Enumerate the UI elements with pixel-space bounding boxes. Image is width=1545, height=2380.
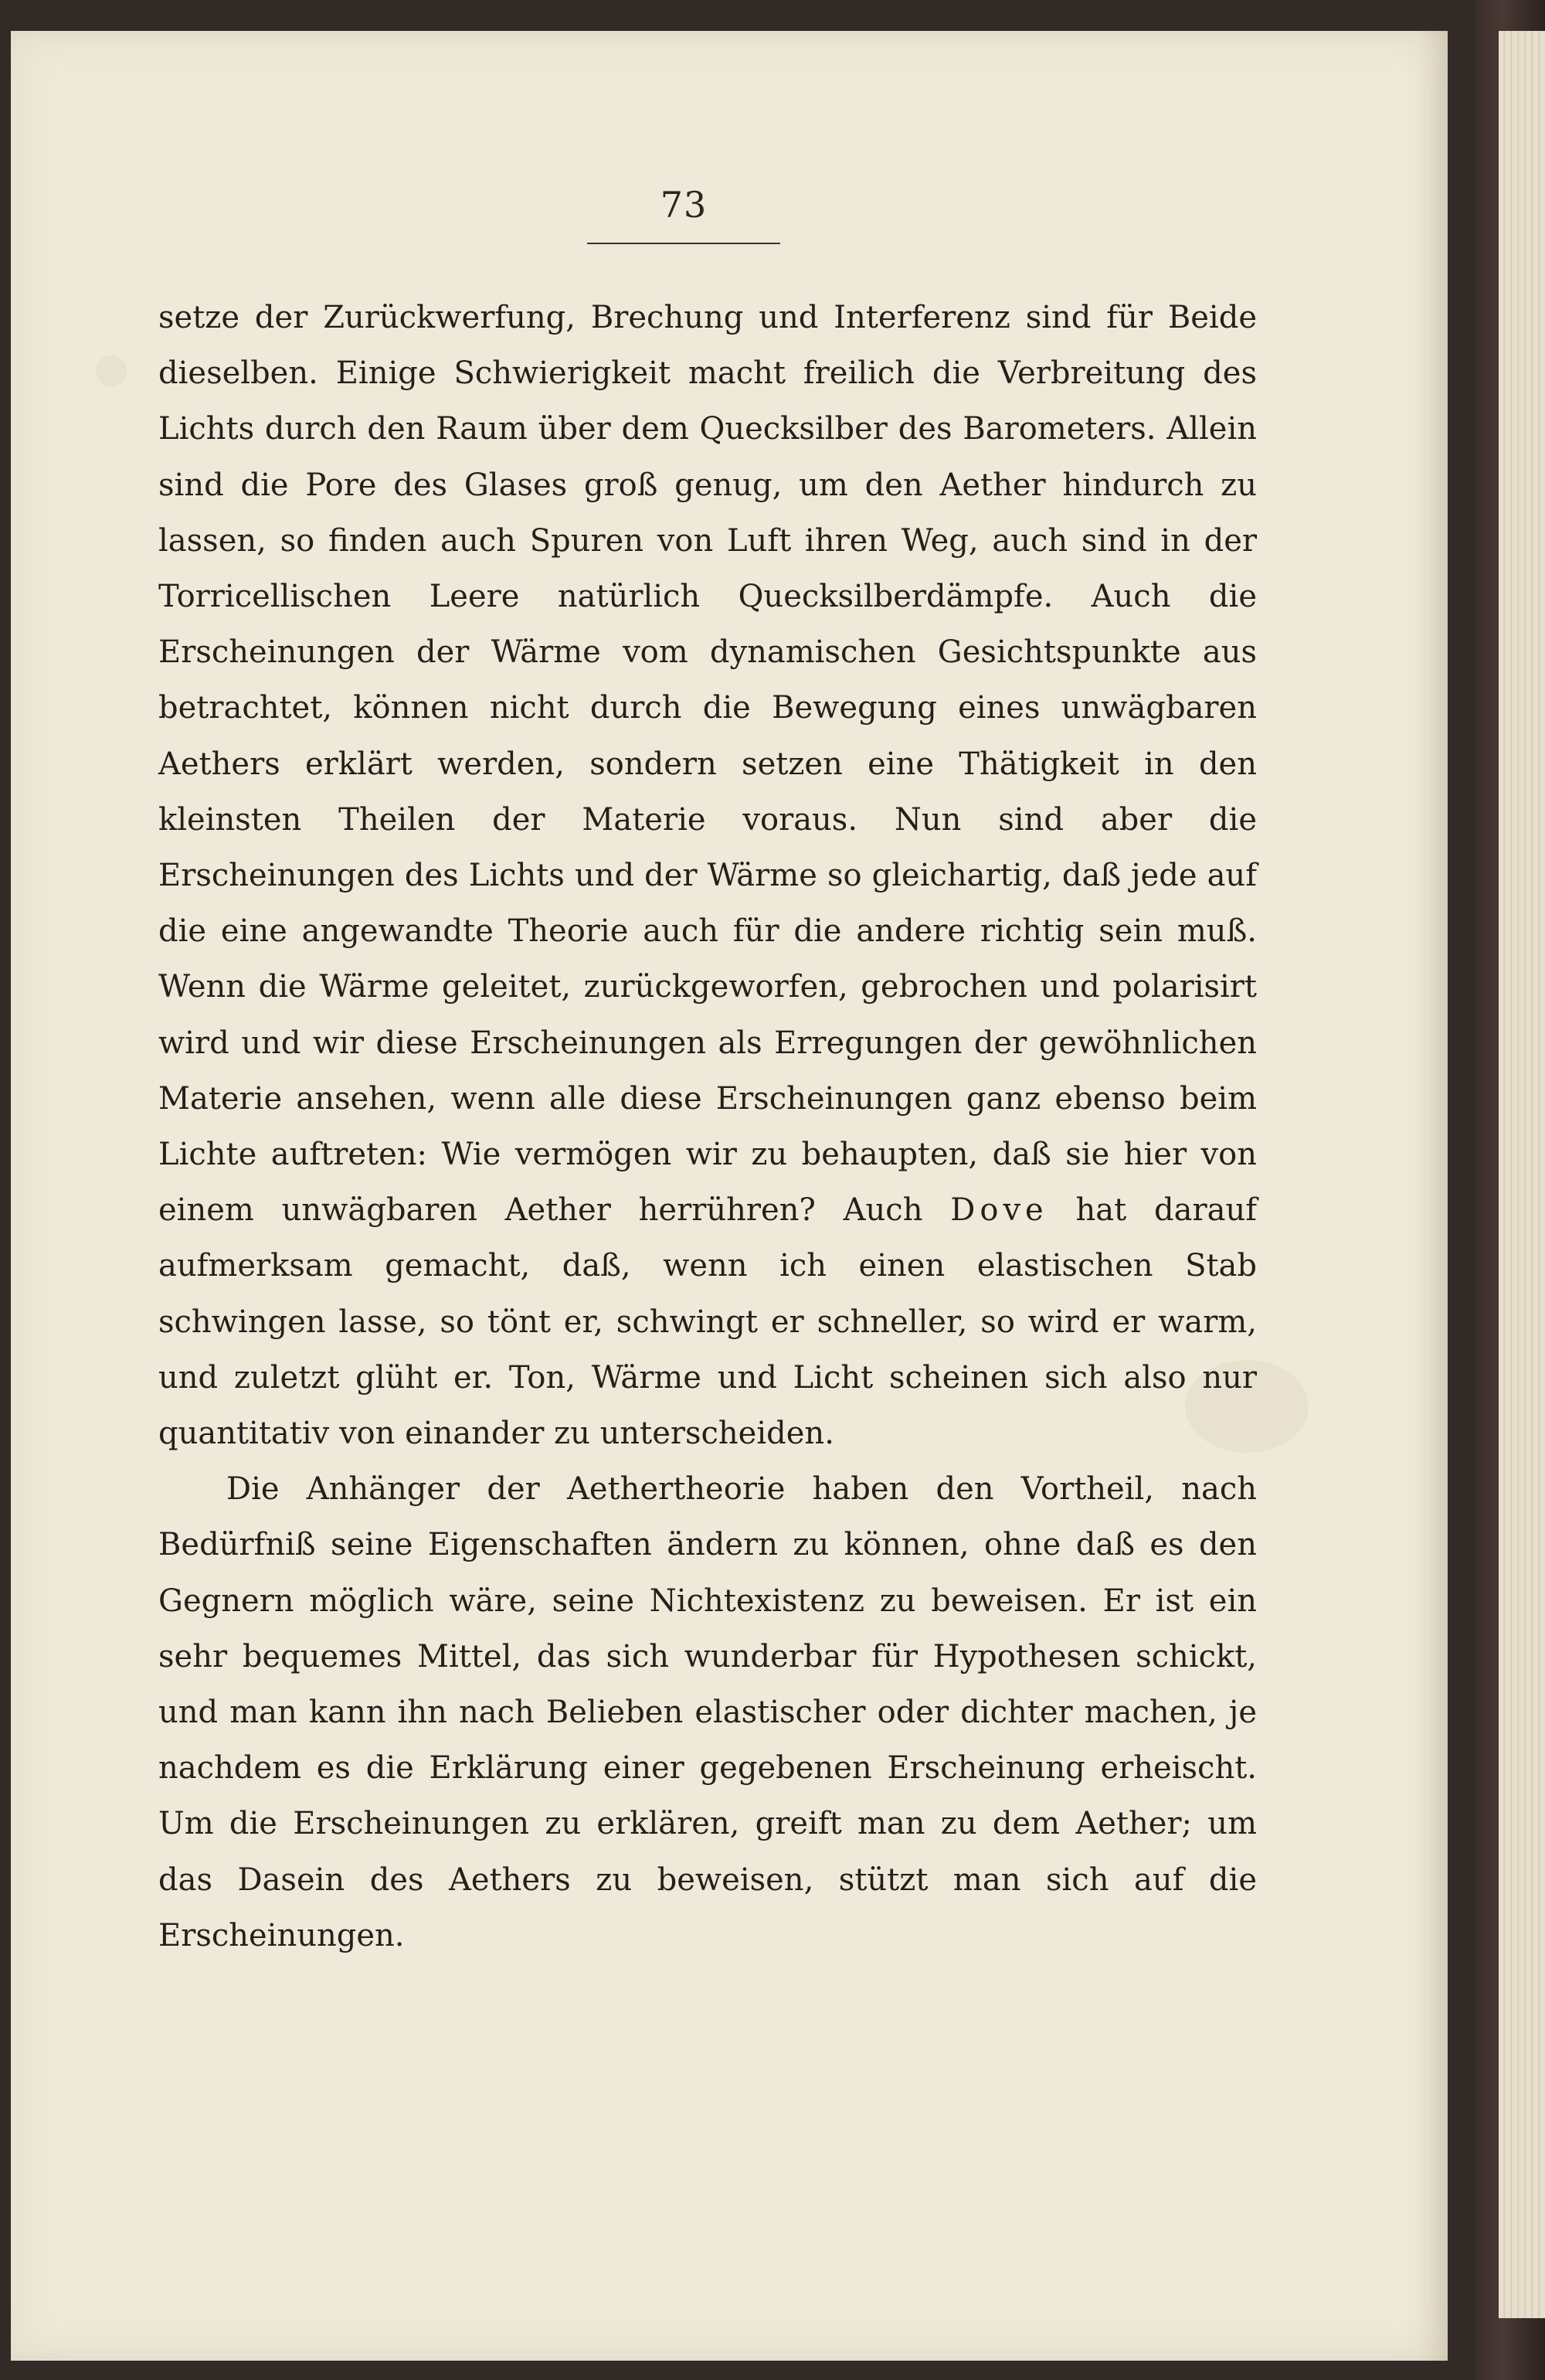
paper-stain <box>96 355 127 386</box>
body-text <box>158 290 1257 1964</box>
paragraph-continued <box>158 290 1257 1461</box>
page-number: 73 <box>660 184 708 226</box>
paragraph-text: hat darauf aufmerksam gemacht, daß, wenn ich einen elastischen Stab schwingen lasse, so tönt er, schwingt er schneller, so wird er warm, und zuletzt glüht er. Ton, Wärme und Licht scheinen sich also nur quantitativ von einander zu unterscheiden. <box>158 1192 1258 1452</box>
paragraph-text: setze der Zurückwerfung, Brechung und Interferenz sind für Beide dieselben. Einige Schwierigkeit macht freilich die Verbreitung des Lichts durch den Raum über dem Quecksilber des Barometers. Allein sind die Pore des Glases groß genug, um den Aether hindurch zu lassen, so finden auch Spuren von Luft ihren Weg, auch sind in der Torricellischen Leere natürlich Quecksilberdämpfe. Auch die Erscheinungen der Wärme vom dynamischen Gesichtspunkte aus betrachtet, können nicht durch die Bewegung eines unwägbaren Aethers erklärt werden, sondern setzen eine Thätigkeit in den kleinsten Theilen der Materie voraus. Nun sind aber die Erscheinungen des Lichts und der Wärme so gleichartig, daß jede auf die eine angewandte Theorie auch für die andere richtig sein muß. Wenn die Wärme geleitet, zurückgeworfen, gebrochen und polarisirt wird und wir diese Erscheinungen als Erregungen der gewöhnlichen Materie ansehen, wenn alle diese Erscheinungen ganz ebenso beim Lichte auftreten: Wie vermögen wir zu behaupten, daß sie hier von einem unwägbaren Aether herrühren? Auch <box>158 300 1257 1229</box>
person-name: Dove <box>950 1192 1048 1229</box>
header-rule <box>587 243 780 244</box>
page-edges <box>1499 31 1545 2318</box>
paragraph: Die Anhänger der Aethertheorie haben den Vortheil, nach Bedürfniß seine Eigenschaften ändern zu können, ohne daß es den Gegnern möglich wäre, seine Nichtexistenz zu beweisen. Er ist ein sehr bequemes Mittel, das sich wunderbar für Hypothesen schickt, und man kann ihn nach Belieben elastischer oder dichter machen, je nachdem es die Erklärung einer gegebenen Erscheinung erheischt. Um die Erscheinungen zu erklären, greift man zu dem Aether; um das Dasein des Aethers zu beweisen, stützt man sich auf die Erscheinungen. <box>158 1471 1257 1953</box>
page-header <box>587 184 780 244</box>
